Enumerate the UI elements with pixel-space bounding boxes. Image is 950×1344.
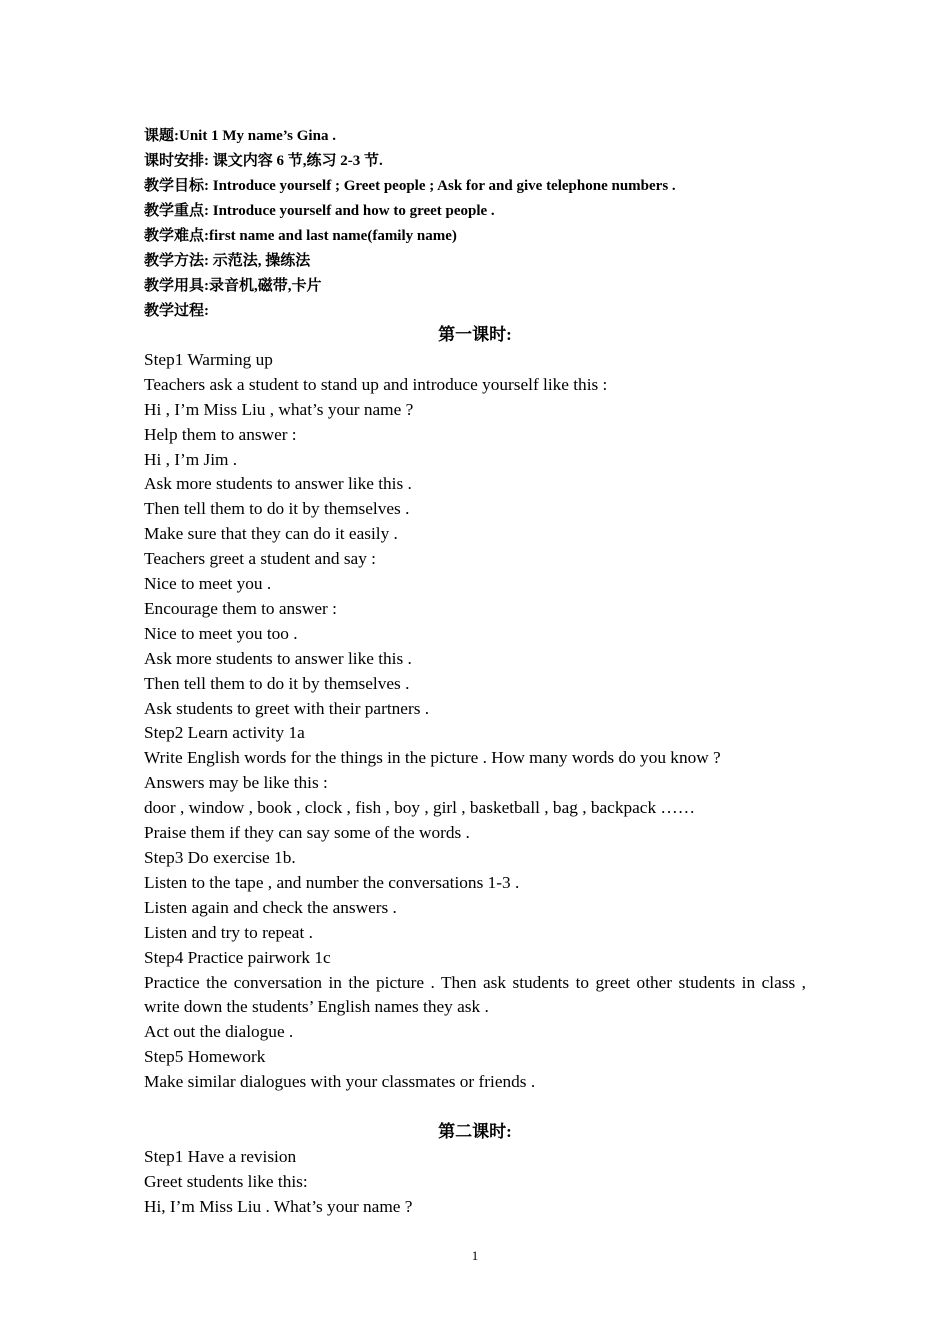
text-line: Teachers ask a student to stand up and introduce yourself like this :	[144, 374, 608, 394]
text-line: Write English words for the things in the picture . How many words do you know ?	[144, 748, 721, 768]
text-line: Listen and try to repeat .	[144, 922, 313, 942]
lesson-plan-header	[144, 124, 814, 324]
text-line: Then tell them to do it by themselves .	[144, 499, 410, 519]
text-line: Praise them if they can say some of the words .	[144, 823, 470, 843]
header-objectives: 教学目标: Introduce yourself ; Greet people ; Ask for and give telephone numbers .	[144, 178, 676, 194]
text-paragraph: Practice the conversation in the picture . Then ask students to greet other students in class , write down the students’ English names they ask .	[144, 972, 806, 1017]
text-line: Step2 Learn activity 1a	[144, 723, 305, 743]
text-line: Nice to meet you too .	[144, 623, 298, 643]
text-line: Hi , I’m Miss Liu , what’s your name ?	[144, 399, 414, 419]
text-line: Listen again and check the answers .	[144, 897, 397, 917]
header-process: 教学过程:	[144, 303, 209, 319]
lesson-body	[144, 323, 806, 1220]
text-line: Step5 Homework	[144, 1047, 266, 1067]
text-line: Hi , I’m Jim .	[144, 449, 238, 469]
text-line: door , window , book , clock , fish , boy , girl , basketball , bag , backpack ……	[144, 798, 695, 818]
text-line: Help them to answer :	[144, 424, 297, 444]
text-line: Step1 Warming up	[144, 349, 273, 369]
text-line: Ask more students to answer like this .	[144, 474, 412, 494]
text-line: Teachers greet a student and say :	[144, 549, 376, 569]
text-line: Ask students to greet with their partners .	[144, 698, 430, 718]
text-line: Nice to meet you .	[144, 574, 272, 594]
text-line: Make sure that they can do it easily .	[144, 524, 398, 544]
text-line: Step4 Practice pairwork 1c	[144, 947, 331, 967]
header-key-points: 教学重点: Introduce yourself and how to greet people .	[144, 203, 495, 219]
header-tools: 教学用具:录音机,磁带,卡片	[144, 278, 322, 294]
text-line: Then tell them to do it by themselves .	[144, 673, 410, 693]
text-line: Step3 Do exercise 1b.	[144, 848, 296, 868]
text-line: Hi, I’m Miss Liu . What’s your name ?	[144, 1196, 413, 1216]
header-topic: 课题:Unit 1 My name’s Gina .	[144, 128, 336, 144]
lesson1-title: 第一课时:	[438, 325, 512, 344]
text-line: Encourage them to answer :	[144, 598, 337, 618]
text-line: Ask more students to answer like this .	[144, 648, 412, 668]
header-difficulties: 教学难点:first name and last name(family name)	[144, 228, 457, 244]
lesson2-title: 第二课时:	[438, 1121, 512, 1141]
page-number: 1	[471, 1248, 479, 1263]
text-line: Act out the dialogue .	[144, 1022, 294, 1042]
blank-line	[144, 1095, 806, 1120]
text-line: Listen to the tape , and number the conversations 1-3 .	[144, 872, 520, 892]
header-schedule: 课时安排: 课文内容 6 节,练习 2-3 节.	[144, 153, 383, 169]
header-methods: 教学方法: 示范法, 操练法	[144, 253, 311, 269]
text-line: Answers may be like this :	[144, 773, 328, 793]
text-line: Step1 Have a revision	[144, 1146, 297, 1166]
text-line: Greet students like this:	[144, 1171, 308, 1191]
text-line: Make similar dialogues with your classmates or friends .	[144, 1072, 536, 1092]
